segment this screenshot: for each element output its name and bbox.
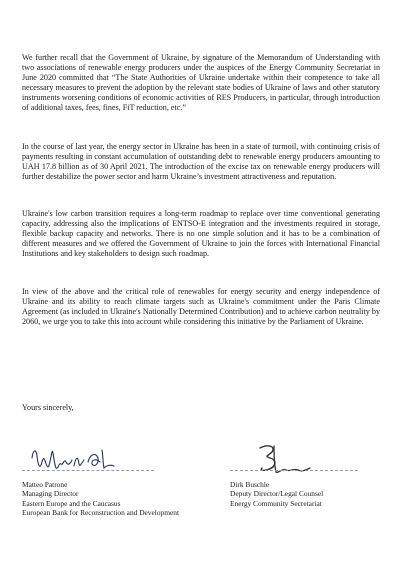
signatory-name: Matteo Patrone (22, 480, 68, 489)
signatory-block-right (230, 480, 390, 508)
signatory-organization: European Bank for Reconstruction and Development (22, 508, 180, 518)
paragraph-urge-consideration: In view of the above and the critical role of renewables for energy security and energy independence of Ukraine and its ability to reach climate targets such as Ukraine's commitment under the Paris Climate Agreement (as included in Ukraine's Nationally Determined Contribution) and to achieve carbon neutrality by 2060, we urge you to take this into account while considering this initiative by the Parliament of Ukraine. (22, 287, 380, 326)
signature-line-right (230, 470, 358, 471)
signatory-title: Managing Director (22, 489, 79, 499)
paragraph-mou-commitment: We further recall that the Government of Ukraine, by signature of the Memorandum of Understanding with two associations of renewable energy producers under the auspices of the Energy Community Secretariat in June 2020 committed that “The State Authorities of Ukraine undertake within their competence to take all necessary measures to prevent the adoption by the relevant state bodies of Ukraine of laws and other statutory instruments worsening conditions of economic activities of RES Producers, in particular, through introduction of additional taxes, fees, fines, FiT reduction, etc.” (22, 53, 380, 112)
signature-right-image (252, 440, 312, 478)
closing-salutation: Yours sincerely, (22, 403, 74, 412)
signature-line-left (22, 470, 154, 471)
paragraph-energy-sector-turmoil: In the course of last year, the energy sector in Ukraine has been in a state of turmoil, with continuing crisis of payments resulting in constant accumulation of outstanding debt to renewable energy producers amounting to UAH 17.8 billion as of 30 April 2021. The introduction of the excise tax on renewable energy producers will further destabilize the power sector and harm Ukraine’s investment attractiveness and reputation. (22, 142, 380, 181)
signatory-title: Deputy Director/Legal Counsel (230, 489, 324, 499)
paragraph-low-carbon-transition: Ukraine's low carbon transition requires a long-term roadmap to replace over time conventional generating capacity, addressing also the implications of ENTSO-E integration and the investments required in storage, flexible backup capacity and networks. There is no one simple solution and it has to be a combination of different measures and we offered the Government of Ukraine to join the forces with International Financial Institutions and key stakeholders to design such roadmap. (22, 209, 380, 258)
signatory-name: Dirk Buschle (230, 480, 270, 489)
signatory-region: Eastern Europe and the Caucasus (22, 498, 121, 508)
signatory-block-left (22, 480, 227, 518)
signatory-organization: Energy Community Secretariat (230, 498, 322, 508)
